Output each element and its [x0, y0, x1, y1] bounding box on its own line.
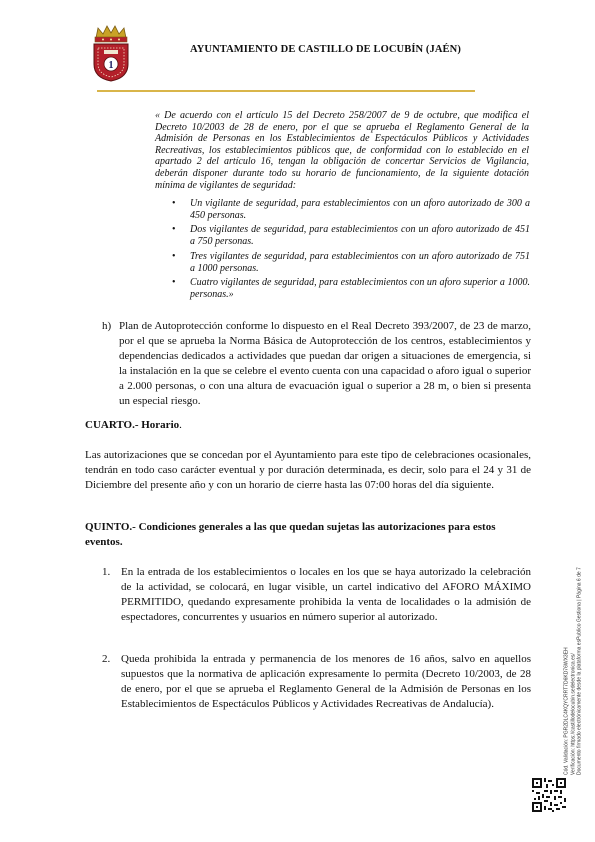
bullet-icon: •: [172, 224, 176, 235]
bullet-icon: •: [172, 198, 176, 209]
cuarto-paragraph: Las autorizaciones que se concedan por el Ayuntamiento para este tipo de celebraciones ocasionales, tendrán en todo caso carácter eventual y por duración determinada, es decir, solo para el 24 y 31 de Diciembre del presente año y con un horario de cierre hasta las 07:00 horas del día siguiente.: [85, 449, 531, 491]
bullet-icon: •: [172, 251, 176, 262]
header-divider: [97, 90, 475, 92]
list-item-number: 1.: [102, 566, 111, 578]
signature-note: Documento firmado electrónicamente desde la plataforma esPublico Gestiona | Página 6 de 7: [576, 567, 583, 775]
list-item-text: En la entrada de los establecimientos o locales en los que se haya autorizado la celebración de la actividad, se colocará, en lugar visible, un cartel indicativo del AFORO MÁXIMO PERMITIDO, quedando expresamente prohibida la venta de localidades o la admisión de espectadores, concurrentes y usuarios en número superior al autorizado.: [121, 566, 531, 623]
validation-code: Cód. Validación: PGR2DLC4KQYCRRT7D6KD76WX3EH: [563, 647, 570, 775]
svg-text:1: 1: [108, 60, 114, 71]
validation-sidebar: [559, 505, 587, 775]
qr-code-icon: [532, 778, 566, 812]
section-heading-text: CUARTO.- Horario: [85, 419, 180, 431]
list-item-text: Un vigilante de seguridad, para establecimientos con un aforo autorizado de 300 a 450 personas.: [190, 198, 530, 221]
heading-period: .: [179, 419, 182, 431]
list-item-text: Queda prohibida la entrada y permanencia de los menores de 16 años, salvo en aquellos supuestos que la normativa de aplicación expresamente lo permita (Decreto 10/2003, de 28 de enero, por el que se aprueba el Reglamento General de la Admisión de Personas en los Establecimientos de Espectáculos Públicos y Actividades Recreativas de Andalucía).: [121, 653, 531, 710]
section-heading-cuarto: [85, 419, 182, 431]
verification-url: Verificación: https://castillodelocubin.sedelectronica.es/: [569, 653, 576, 775]
quoted-decree-paragraph: « De acuerdo con el artículo 15 del Decreto 258/2007 de 9 de octubre, que modifica el Decreto 10/2003 de 28 de enero, por el que se aprueba el Reglamento General de la Admisión de Personas en los Establecimientos de Espectáculos Públicos y Actividades Recreativas, los establecimientos públicos que, de conformidad con lo establecido en el apartado 2 del artículo 16, tengan la obligación de concertar Servicios de Vigilancia, deberán disponer durante todo su horario de funcionamiento, de la siguiente dotación mínima de vigilantes de seguridad:: [155, 110, 529, 191]
item-h-marker: h): [102, 320, 112, 332]
page-header-title: AYUNTAMIENTO DE CASTILLO DE LOCUBÍN (JAÉN): [190, 44, 461, 55]
list-item-number: 2.: [102, 653, 111, 665]
item-h-text: Plan de Autoprotección conforme lo dispuesto en el Real Decreto 393/2007, de 23 de marzo, por el que se aprueba la Norma Básica de Autoprotección de los centros, establecimientos y dependencias dedicados a actividades que puedan dar origen a situaciones de emergencia, si la instalación en la que se celebre el evento cuenta con una capacidad o aforo igual o superior a 2.000 personas, o con una altura de evacuación igual o superior a 28 m, o bien si presenta un especial riesgo.: [119, 320, 531, 407]
bullet-icon: •: [172, 277, 176, 288]
municipal-crest-logo: [90, 24, 132, 82]
section-heading-quinto: QUINTO.- Condiciones generales a las que quedan sujetas las autorizaciones para estos eventos.: [85, 521, 496, 548]
list-item-text: Tres vigilantes de seguridad, para establecimientos con un aforo autorizado de 751 a 1000 personas.: [190, 251, 530, 274]
list-item-text: Cuatro vigilantes de seguridad, para establecimientos con un aforo superior a 1000. personas.»: [190, 277, 530, 300]
list-item-text: Dos vigilantes de seguridad, para establecimientos con un aforo autorizado de 451 a 750 personas.: [190, 224, 530, 247]
